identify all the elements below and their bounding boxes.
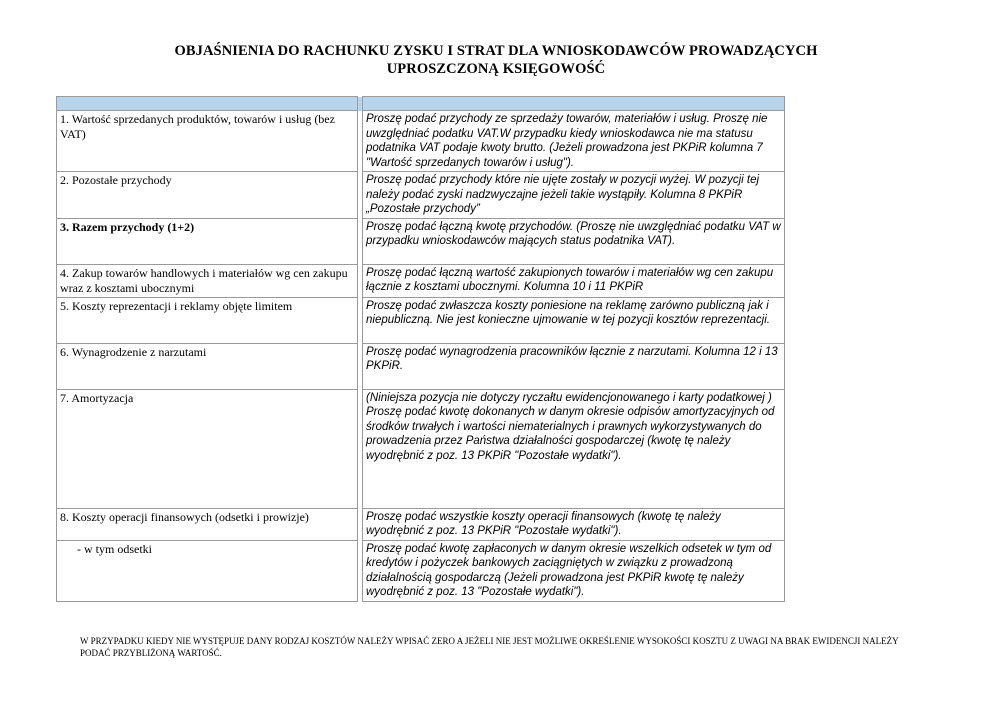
row-label: 8. Koszty operacji finansowych (odsetki i prowizje)	[57, 508, 358, 540]
row-description: Proszę podać łączną wartość zakupionych towarów i materiałów wg cen zakupu łącznie z kosztami ubocznymi. Kolumna 10 i 11 PKPiR	[363, 264, 785, 297]
page-title	[0, 42, 992, 78]
table-row	[57, 111, 785, 172]
row-label: 6. Wynagrodzenie z narzutami	[57, 343, 358, 389]
table-row	[57, 218, 785, 264]
row-label: - w tym odsetki	[57, 540, 358, 601]
explanations-table	[56, 96, 785, 602]
row-description: Proszę podać przychody które nie ujęte zostały w pozycji wyżej. W pozycji tej należy podać zyski nadzwyczajne jeżeli takie wystąpiły. Kolumna 8 PKPiR „Pozostałe przychody”	[363, 172, 785, 219]
footer-note: W PRZYPADKU KIEDY NIE WYSTĘPUJE DANY RODZAJ KOSZTÓW NALEŻY WPISAĆ ZERO A JEŻELI NIE JEST MOŻLIWE OKREŚLENIE WYSOKOŚCI KOSZTU Z UWAGI NA BRAK EWIDENCJI NALEŻY PODAĆ PRZYBLIŻONĄ WARTOŚĆ.	[80, 636, 899, 658]
header-cell-right	[363, 97, 785, 111]
row-label: 7. Amortyzacja	[57, 389, 358, 508]
row-description: Proszę podać łączną kwotę przychodów. (Proszę nie uwzględniać podatku VAT w przypadku wnioskodawców mających status podatnika VAT).	[363, 218, 785, 264]
row-description: Proszę podać wszystkie koszty operacji finansowych (kwotę tę należy wyodrębnić z poz. 13 PKPiR "Pozostałe wydatki").	[363, 508, 785, 540]
header-cell-left	[57, 97, 358, 111]
table-row	[57, 540, 785, 601]
row-description: Proszę podać przychody ze sprzedaży towarów, materiałów i usług. Proszę nie uwzględniać podatku VAT.W przypadku kiedy wnioskodawca nie ma statusu podatnika VAT podaje kwoty brutto. (Jeżeli prowadzona jest PKPiR kolumna 7 "Wartość sprzedanych towarów i usług").	[363, 111, 785, 172]
row-label: 5. Koszty reprezentacji i reklamy objęte limitem	[57, 297, 358, 343]
row-description: Proszę podać kwotę zapłaconych w danym okresie wszelkich odsetek w tym od kredytów i pożyczek bankowych zaciągniętych w związku z prowadzoną działalnością gospodarczą (Jeżeli prowadzona jest PKPiR kwotę tę należy wyodrębnić z poz. 13 "Pozostałe wydatki").	[363, 540, 785, 601]
row-label: 3. Razem przychody (1+2)	[57, 218, 358, 264]
row-description	[363, 389, 785, 508]
row-label: 1. Wartość sprzedanych produktów, towarów i usług (bez VAT)	[57, 111, 358, 172]
table-row	[57, 297, 785, 343]
table-row	[57, 172, 785, 219]
row-label: 2. Pozostałe przychody	[57, 172, 358, 219]
row-description: Proszę podać wynagrodzenia pracowników łącznie z narzutami. Kolumna 12 i 13 PKPiR.	[363, 343, 785, 389]
row-label: 4. Zakup towarów handlowych i materiałów wg cen zakupu wraz z kosztami ubocznymi	[57, 264, 358, 297]
row-description-main: Proszę podać kwotę dokonanych w danym okresie odpisów amortyzacyjnych od środków trwałych i wartości niematerialnych i prawnych wykorzystywanych do prowadzenia przez Państwa działalności gospodarczej (kwotę tę należy wyodrębnić z poz. 13 PKPiR "Pozostałe wydatki").	[366, 406, 775, 462]
page-title-line-1: OBJAŚNIENIA DO RACHUNKU ZYSKU I STRAT DLA WNIOSKODAWCÓW PROWADZĄCYCH	[174, 43, 818, 59]
row-description: Proszę podać zwłaszcza koszty poniesione na reklamę zarówno publiczną jak i niepubliczną. Nie jest konieczne ujmowanie w tej pozycji kosztów reprezentacji.	[363, 297, 785, 343]
table-row	[57, 389, 785, 508]
table-row	[57, 343, 785, 389]
page-title-line-2: UPROSZCZONĄ KSIĘGOWOŚĆ	[386, 61, 606, 77]
table-header-row	[57, 97, 785, 111]
table-row	[57, 264, 785, 297]
table-row	[57, 508, 785, 540]
row-description-note: (Niniejsza pozycja nie dotyczy ryczałtu ewidencjonowanego i karty podatkowej )	[366, 391, 772, 404]
